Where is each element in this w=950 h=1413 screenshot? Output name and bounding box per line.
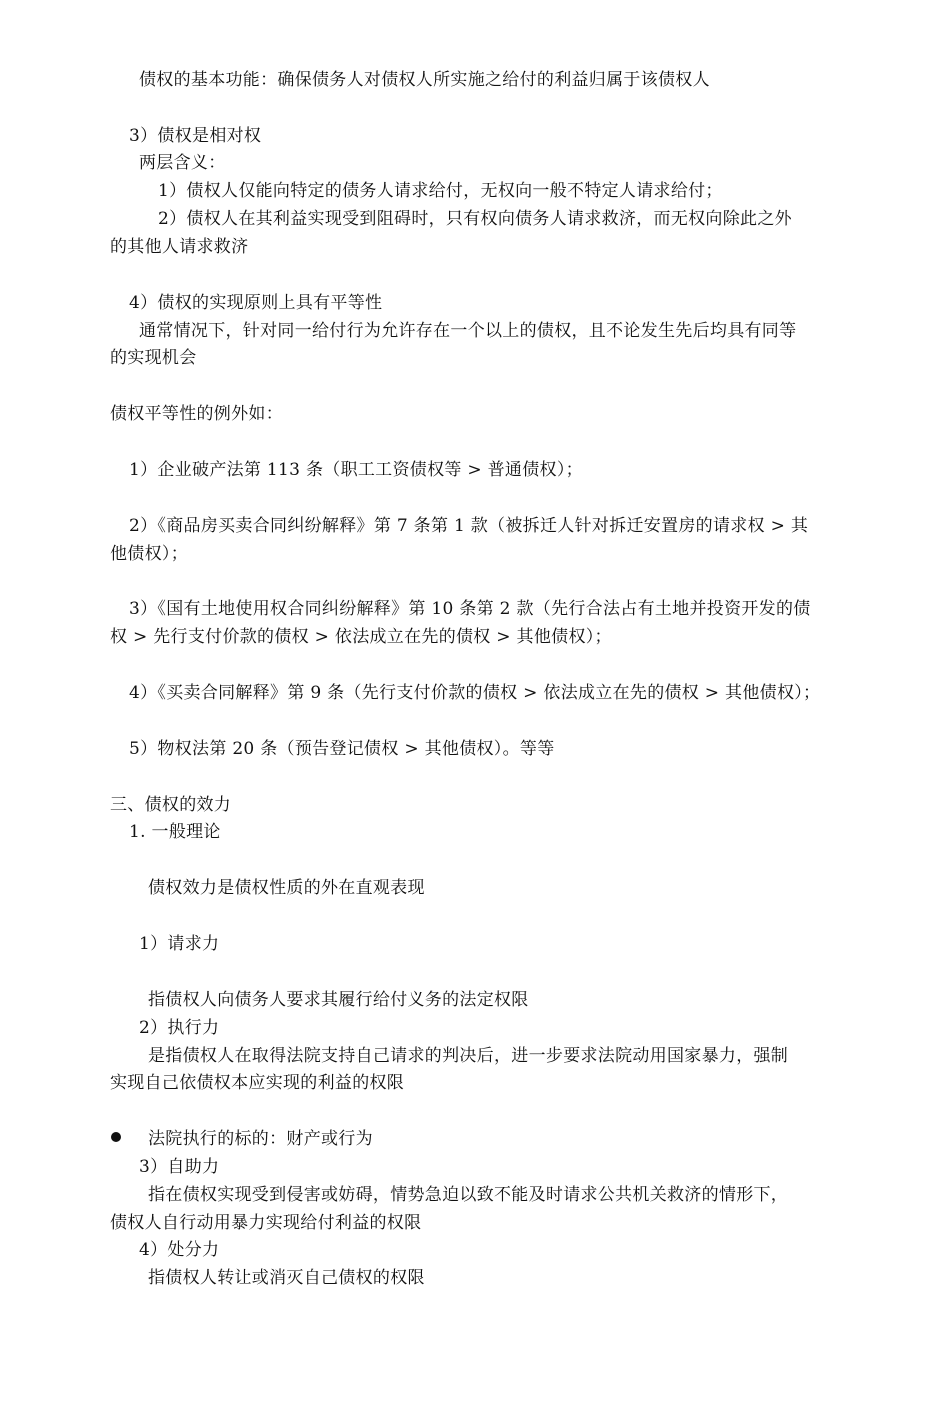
text-line: 4）处分力 xyxy=(139,1240,220,1260)
text-line: 3）《国有土地使用权合同纠纷解释》第 10 条第 2 款（先行合法占有土地并投资开发的债 xyxy=(129,599,811,619)
text-line: 4）债权的实现原则上具有平等性 xyxy=(129,293,383,313)
text-line: 2）执行力 xyxy=(139,1018,220,1038)
text-line: 债权的基本功能：确保债务人对债权人所实施之给付的利益归属于该债权人 xyxy=(139,70,710,90)
text-line: 指在债权实现受到侵害或妨碍，情势急迫以致不能及时请求公共机关救济的情形下， xyxy=(148,1185,789,1205)
text-line: 指债权人向债务人要求其履行给付义务的法定权限 xyxy=(148,990,529,1010)
text-line: 权 > 先行支付价款的债权 > 依法成立在先的债权 > 其他债权）； xyxy=(110,627,612,647)
text-line: 5）物权法第 20 条（预告登记债权 > 其他债权）。等等 xyxy=(129,739,555,759)
text-line: 1）企业破产法第 113 条（职工工资债权等 > 普通债权）； xyxy=(129,460,583,480)
text-line: 3）自助力 xyxy=(139,1157,220,1177)
section-heading: 三、债权的效力 xyxy=(110,795,232,815)
text-line: 的其他人请求救济 xyxy=(110,237,249,257)
text-line: 2）《商品房买卖合同纠纷解释》第 7 条第 1 款（被拆迁人针对拆迁安置房的请求权 > 其 xyxy=(129,516,809,536)
text-line: 债权人自行动用暴力实现给付利益的权限 xyxy=(110,1213,422,1233)
text-line: 1）债权人仅能向特定的债务人请求给付，无权向一般不特定人请求给付； xyxy=(158,181,723,201)
text-line: 是指债权人在取得法院支持自己请求的判决后，进一步要求法院动用国家暴力，强制 xyxy=(148,1046,789,1066)
text-line: 通常情况下，针对同一给付行为允许存在一个以上的债权，且不论发生先后均具有同等 xyxy=(139,321,797,341)
text-line: 的实现机会 xyxy=(110,348,197,368)
text-line: 3）债权是相对权 xyxy=(129,126,262,146)
text-line: 债权效力是债权性质的外在直观表现 xyxy=(148,878,425,898)
text-line: 债权平等性的例外如： xyxy=(110,404,283,424)
bullet-icon xyxy=(111,1132,121,1142)
subsection-heading: 1. 一般理论 xyxy=(129,822,221,842)
text-line: 实现自己依债权本应实现的利益的权限 xyxy=(110,1073,405,1093)
text-line: 1）请求力 xyxy=(139,934,220,954)
text-line: 2）债权人在其利益实现受到阻碍时，只有权向债务人请求救济，而无权向除此之外 xyxy=(158,209,792,229)
text-line: 法院执行的标的：财产或行为 xyxy=(148,1129,373,1149)
text-line: 两层含义： xyxy=(139,153,226,173)
text-line: 4）《买卖合同解释》第 9 条（先行支付价款的债权 > 依法成立在先的债权 > 其他债权）； xyxy=(129,683,821,703)
text-line: 指债权人转让或消灭自己债权的权限 xyxy=(148,1268,425,1288)
text-line: 他债权）； xyxy=(110,544,188,564)
